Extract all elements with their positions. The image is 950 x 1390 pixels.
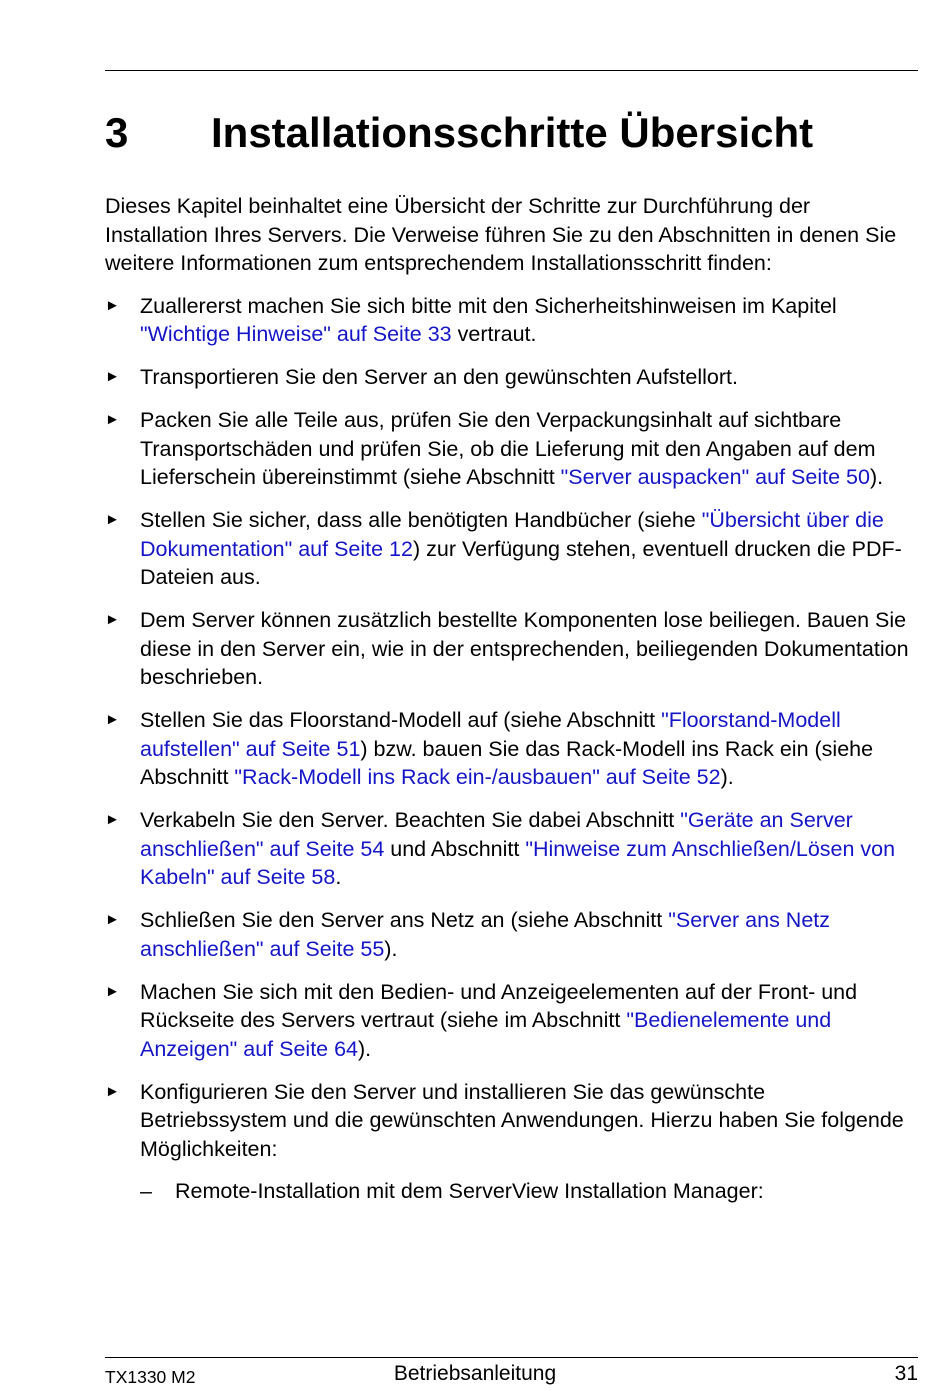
step-item: ► Packen Sie alle Teile aus, prüfen Sie den Verpackungsinhalt auf sichtbare Transportschäden und prüfen Sie, ob die Lieferung mit den Angaben auf dem Lieferschein übereinstimmt (siehe Abschnitt "Server auspacken" auf Seite 50).	[105, 408, 884, 489]
step-item: ► Stellen Sie das Floorstand-Modell auf (siehe Abschnitt "Floorstand-Modell aufstellen" auf Seite 51) bzw. bauen Sie das Rack-Modell ins Rack ein (siehe Abschnitt "Rack-Modell ins Rack ein-/ausbauen" auf Seite 52).	[105, 708, 874, 789]
top-rule	[105, 70, 918, 71]
link-wichtige-hinweise[interactable]: "Wichtige Hinweise" auf Seite 33	[140, 322, 452, 346]
bullet-arrow-icon: ►	[105, 811, 120, 828]
link-server-ans-netz[interactable]: "Server ans Netz anschließen" auf Seite 55	[140, 908, 831, 961]
chapter-number: 3	[105, 109, 129, 156]
bullet-arrow-icon: ►	[105, 611, 120, 628]
bullet-arrow-icon: ►	[105, 982, 120, 1000]
bullet-arrow-icon: ►	[105, 296, 120, 314]
page-number: 31	[894, 1362, 918, 1385]
bullet-arrow-icon: ►	[105, 911, 120, 928]
intro-paragraph: Dieses Kapitel beinhaltet eine Übersicht der Schritte zur Durchführung der Installation Ihres Servers. Die Verweise führen Sie zu den Abschnitten in denen Sie weitere Informationen zum entsprechendem Installationsschritt finden:	[105, 194, 897, 275]
link-server-auspacken[interactable]: "Server auspacken" auf Seite 50	[560, 465, 870, 489]
footer-model: TX1330 M2	[105, 1367, 196, 1387]
step-item: ► Transportieren Sie den Server an den gewünschten Aufstellort.	[105, 363, 917, 392]
footer-rule	[105, 1357, 918, 1358]
link-rack-modell[interactable]: "Rack-Modell ins Rack ein-/ausbauen" auf Seite 52	[234, 765, 721, 789]
bullet-arrow-icon: ►	[105, 368, 120, 385]
step-item: ► Stellen Sie sicher, dass alle benötigten Handbücher (siehe "Übersicht über die Dokumentation" auf Seite 12) zur Verfügung stehen, eventuell drucken die PDF-Dateien aus.	[105, 508, 902, 589]
sub-list	[140, 1177, 917, 1206]
link-bedienelemente[interactable]: "Bedienelemente und Anzeigen" auf Seite 64	[140, 1008, 832, 1061]
footer-doc-title: Betriebsanleitung	[393, 1362, 557, 1385]
link-geraete-anschliessen[interactable]: "Geräte an Server anschließen" auf Seite 54	[140, 808, 853, 861]
steps-list	[105, 292, 917, 1206]
bullet-arrow-icon: ►	[105, 411, 120, 428]
step-item: ► Dem Server können zusätzlich bestellte Komponenten lose beiliegen. Bauen Sie diese in den Server ein, wie in der entsprechenden, beiliegenden Dokumentation beschrieben.	[105, 608, 909, 689]
bullet-arrow-icon: ►	[105, 711, 120, 728]
page-content	[105, 192, 917, 1220]
chapter-title: Installationsschritte Übersicht	[211, 109, 814, 156]
step-item: ► Schließen Sie den Server ans Netz an (siehe Abschnitt "Server ans Netz anschließen" auf Seite 55).	[105, 908, 831, 961]
step-item: ► Verkabeln Sie den Server. Beachten Sie dabei Abschnitt "Geräte an Server anschließen" auf Seite 54 und Abschnitt "Hinweise zum Anschließen/Lösen von Kabeln" auf Seite 58.	[105, 808, 896, 889]
dash-marker: –	[140, 1179, 152, 1203]
bullet-arrow-icon: ►	[105, 511, 120, 528]
link-uebersicht-dokumentation[interactable]: "Übersicht über die Dokumentation" auf Seite 12	[140, 508, 884, 561]
step-item: ► Zuallererst machen Sie sich bitte mit den Sicherheitshinweisen im Kapitel "Wichtige Hinweise" auf Seite 33 vertraut.	[105, 293, 837, 346]
step-item: ► Machen Sie sich mit den Bedien- und Anzeigeelementen auf der Front- und Rückseite des Servers vertraut (siehe im Abschnitt "Bedienelemente und Anzeigen" auf Seite 64).	[105, 979, 858, 1061]
link-hinweise-kabel[interactable]: "Hinweise zum Anschließen/Lösen von Kabeln" auf Seite 58	[140, 836, 896, 889]
step-item: ► Konfigurieren Sie den Server und installieren Sie das gewünschte Betriebssystem und die gewünschten Anwendungen. Hierzu haben Sie folgende Möglichkeiten: – Remote-Installation mit dem ServerView Installation Manager:	[105, 1078, 917, 1206]
sub-item: – Remote-Installation mit dem ServerView Installation Manager:	[140, 1177, 917, 1206]
link-floorstand-modell[interactable]: "Floorstand-Modell aufstellen" auf Seite 51	[140, 708, 841, 761]
bullet-arrow-icon: ►	[105, 1082, 120, 1100]
